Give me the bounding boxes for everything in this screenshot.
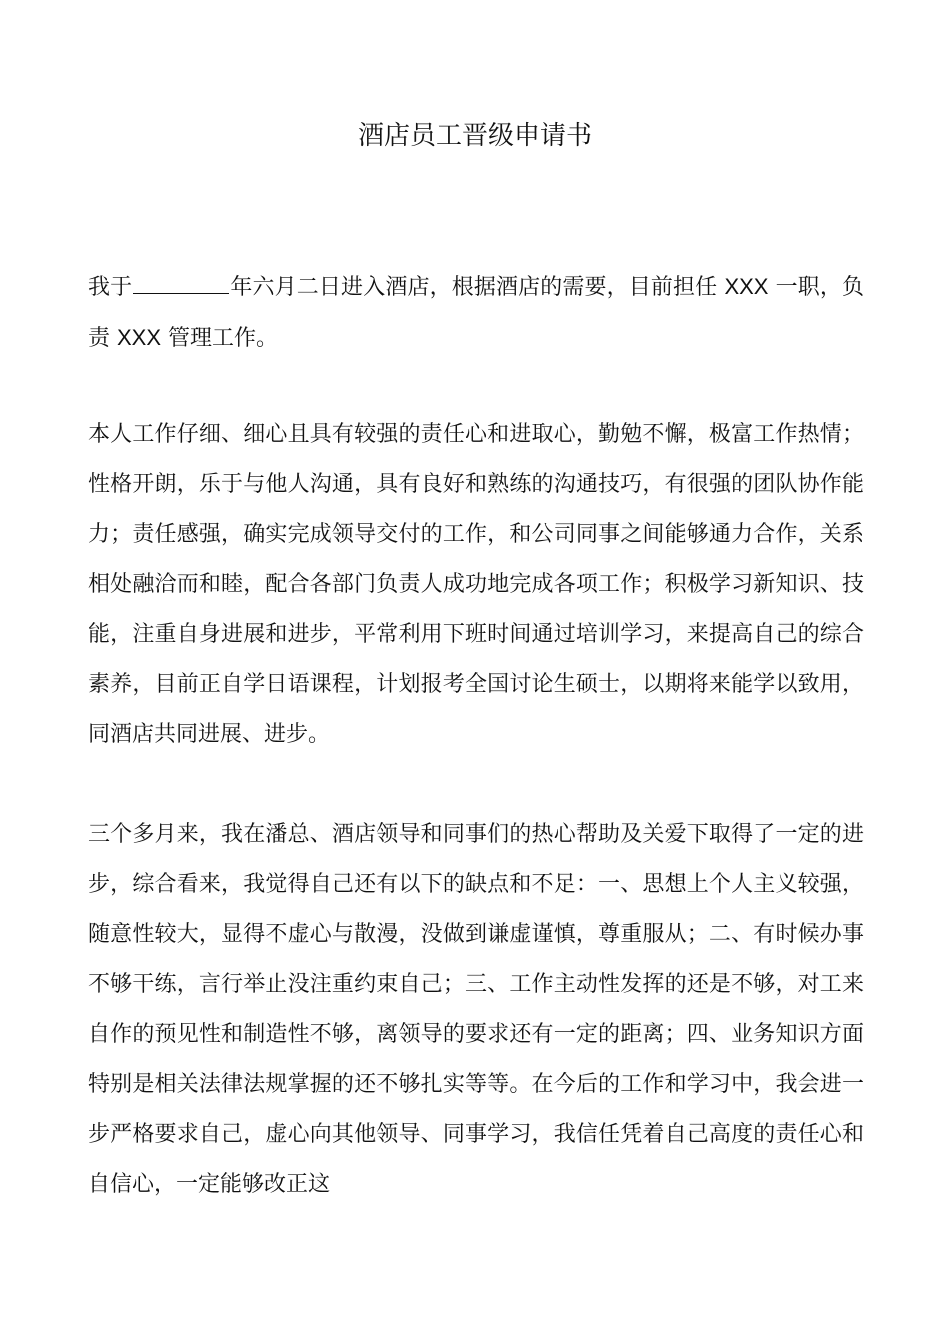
entry-text-middle: 一职，负责 <box>88 275 864 351</box>
entry-text-end: 管理工作。 <box>161 326 279 351</box>
dept-placeholder: XXX <box>117 325 162 350</box>
role-placeholder: XXX <box>724 274 769 299</box>
document-title: 酒店员工晋级申请书 <box>357 121 592 151</box>
paragraph-entry-info <box>88 262 864 364</box>
paragraph-shortcomings: 三个多月来，我在潘总、酒店领导和同事们的热心帮助及关爱下取得了一定的进步，综合看来，我觉得自己还有以下的缺点和不足：一、思想上个人主义较强，随意性较大，显得不虚心与散漫，没做到谦虚谨慎，尊重服从；二、有时候办事不够干练，言行举止没注重约束自己；三、工作主动性发挥的还是不够，对工来自作的预见性和制造性不够，离领导的要求还有一定的距离；四、业务知识方面特别是相关法律法规掌握的还不够扎实等等。在今后的工作和学习中，我会进一步严格要求自己，虚心向其他领导、同事学习，我信任凭着自己高度的责任心和自信心，一定能够改正这 <box>88 822 864 1197</box>
blank-fill-line <box>133 275 229 294</box>
entry-text-after-blank: 年六月二日进入酒店，根据酒店的需要，目前担任 <box>230 275 725 300</box>
paragraph-self-description: 本人工作仔细、细心且具有较强的责任心和进取心，勤勉不懈，极富工作热情；性格开朗，乐于与他人沟通，具有良好和熟练的沟通技巧，有很强的团队协作能力；责任感强，确实完成领导交付的工作，和公司同事之间能够通力合作，关系相处融洽而和睦，配合各部门负责人成功地完成各项工作；积极学习新知识、技能，注重自身进展和进步，平常利用下班时间通过培训学习，来提高自己的综合素养，目前正自学日语课程，计划报考全国讨论生硕士，以期将来能学以致用，同酒店共同进展、进步。 <box>88 422 864 747</box>
entry-text-before-blank: 我于 <box>88 275 133 300</box>
